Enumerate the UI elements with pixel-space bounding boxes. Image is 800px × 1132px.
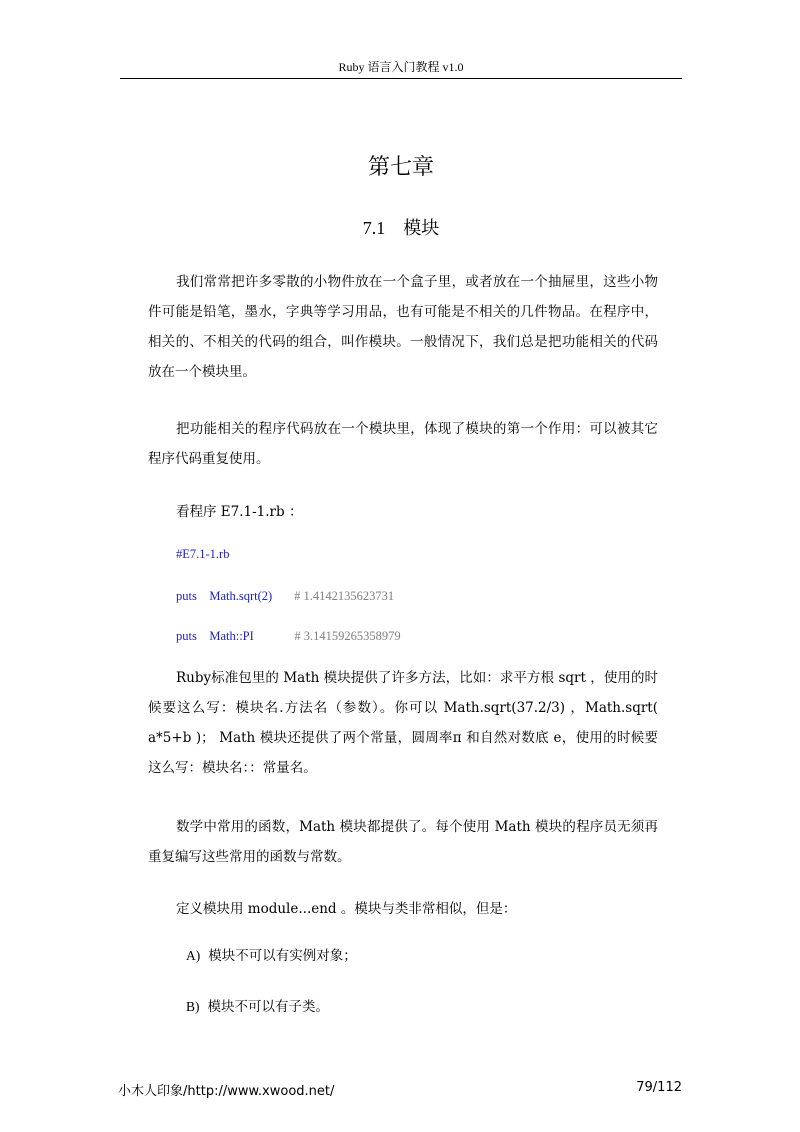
paragraph-see-program [148,497,658,527]
page-number: 79/112 [636,1080,682,1095]
section-number: 7.1 [362,218,386,238]
list-item [186,997,329,1017]
paragraph-text: 把功能相关的程序代码放在一个模块里，体现了模块的第一个作用：可以被其它程序代码重复使用。 [148,421,658,467]
list-item-text: 模块不可以有实例对象； [208,948,357,964]
paragraph-intro [148,267,658,387]
section-title: 模块 [403,218,440,239]
paragraph-text: 定义模块用 module...end 。模块与类非常相似，但是： [176,901,517,917]
paragraph-text: Ruby标准包里的 Math 模块提供了许多方法，比如：求平方根 sqrt ，使用的时候要这么写：模块名.方法名（参数）。你可以 Math.sqrt(37.2/3) ，Math.sqrt( a*5+b )； Math 模块还提供了两个常量，圆周率π 和自然对数底 e，使用的时候要这么写：模块名：：常量名。 [148,670,658,776]
page-header: Ruby 语言入门教程 v1.0 [338,60,464,74]
section-heading [120,214,682,243]
paragraph-text: 看程序 E7.1-1.rb ： [176,504,303,520]
footer-source: 小木人印象/http://www.xwood.net/ [118,1084,335,1099]
list-item-label: B) [186,999,200,1014]
chapter-title: 第七章 [367,155,434,180]
paragraph-text: 我们常常把许多零散的小物件放在一个盒子里，或者放在一个抽屉里，这些小物件可能是铅笔，墨水，字典等学习用品，也有可能是不相关的几件物品。在程序中，相关的、不相关的代码的组合，叫作模块。一般情况下，我们总是把功能相关的代码放在一个模块里。 [148,274,658,380]
list-item [186,946,357,966]
paragraph-math-module [148,663,658,783]
paragraph-math-functions [148,812,658,872]
code-line-1: #E7.1-1.rb [176,547,230,561]
code-line-3 [176,626,401,646]
paragraph-define-module [148,894,658,924]
code-comment: # 1.4142135623731 [294,589,395,603]
code-statement: puts Math::PI [176,629,254,643]
paragraph-reuse [148,414,658,474]
code-comment: # 3.14159265358979 [294,629,401,643]
list-item-label: A) [186,948,201,963]
paragraph-text: 数学中常用的函数，Math 模块都提供了。每个使用 Math 模块的程序员无须再重复编写这些常用的函数与常数。 [148,819,658,865]
list-item-text: 模块不可以有子类。 [207,999,329,1015]
code-statement: puts Math.sqrt(2) [176,589,273,603]
code-line-2 [176,586,394,606]
header-divider [120,78,682,79]
